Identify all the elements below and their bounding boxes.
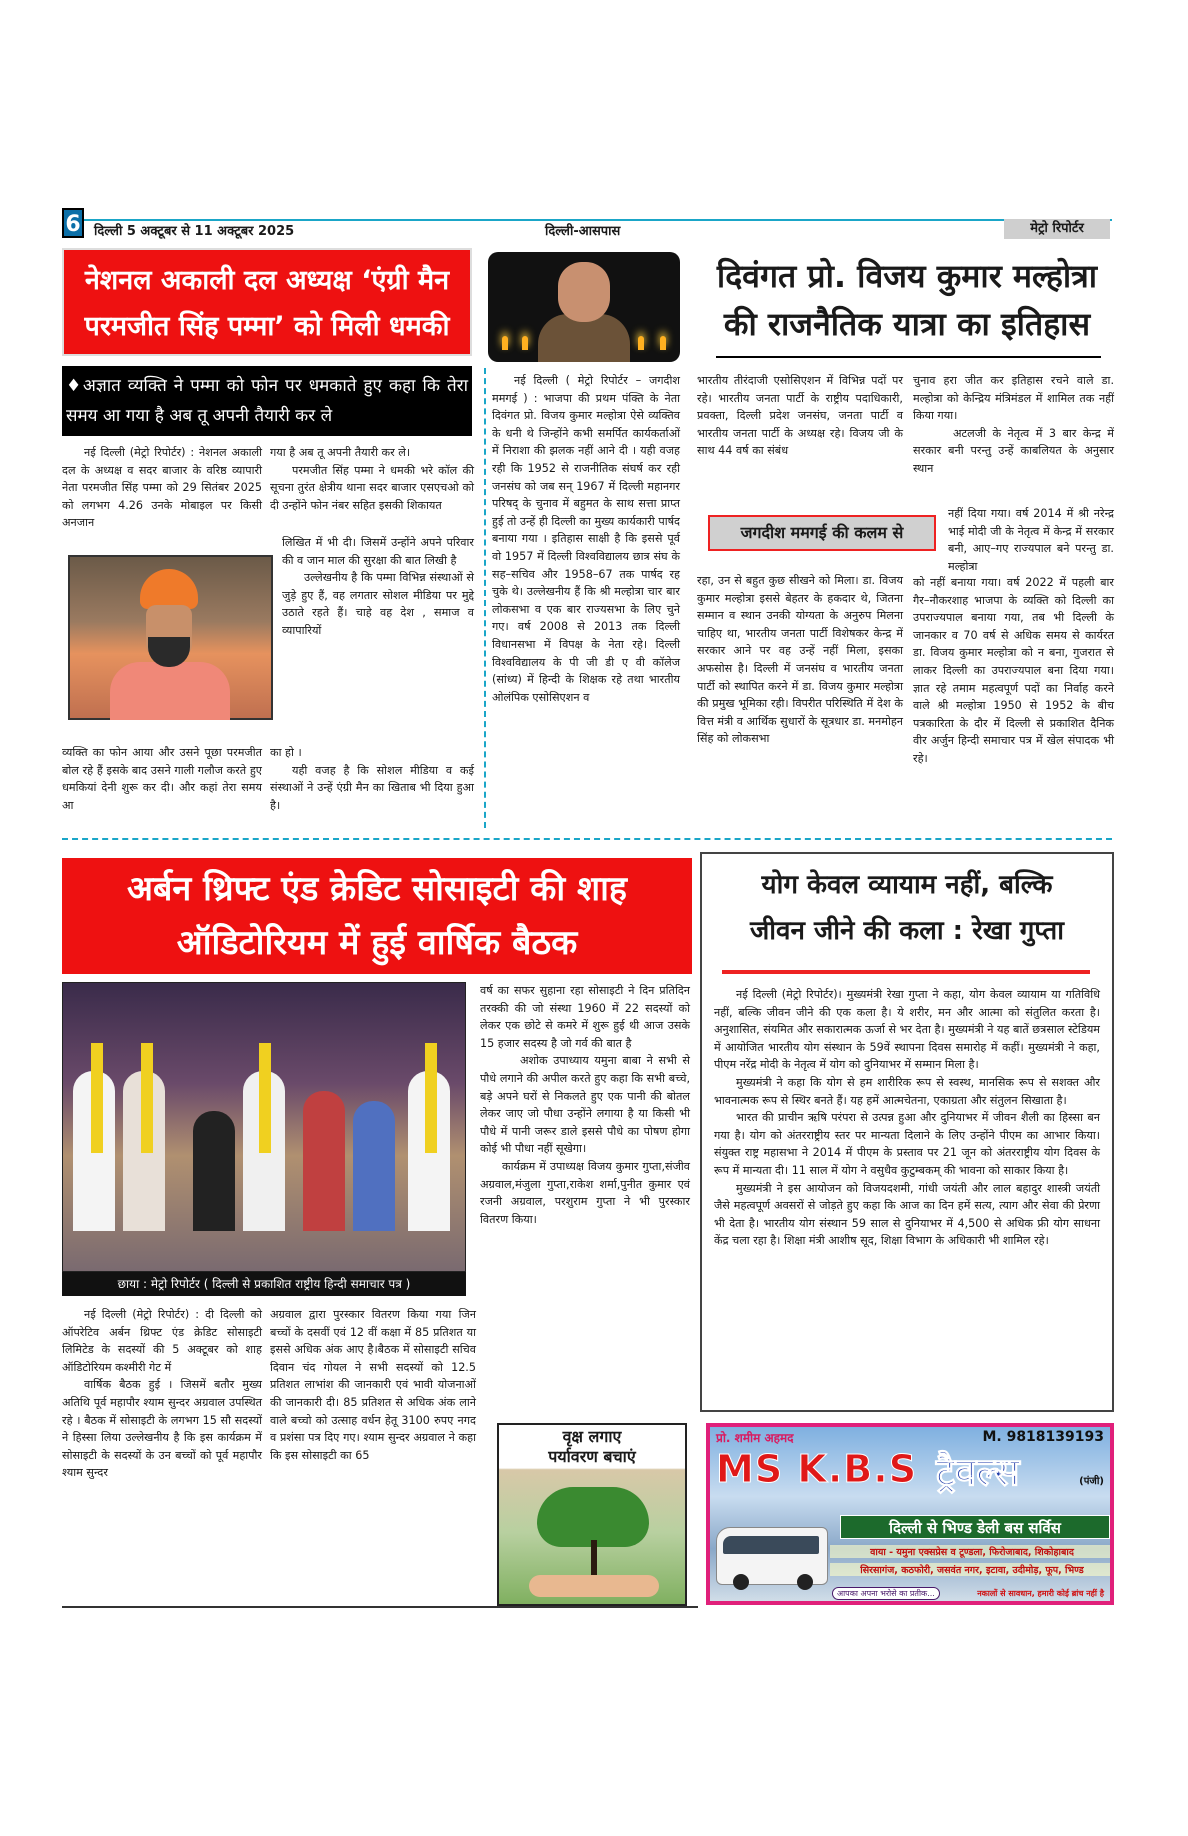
save-environment-graphic: वृक्ष लगाए पर्यावरण बचाएं xyxy=(497,1423,687,1606)
story3-col1: नई दिल्ली (मेट्रो रिपोर्टर) : दी दिल्ली को ऑपरेटिव अर्बन थ्रिफ्ट एंड क्रेडिट सोसाइटी लिमिटेड के सदस्यों की 5 अक्टूबर को शाह ऑडिटोरियम कश्मीरी गेट में वार्षिक बैठक हुई । जिसमें बतौर मुख्य अतिथि पूर्व महापौर श्याम सुन्दर अग्रवाल उपस्थित रहे । बैठक में सोसाइटी के लगभग 15 सौ सदस्यों ने हिस्सा लिया उल्लेखनीय है कि इस कार्यक्रम में सोसाइटी के सदस्यों के उन बच्चों को पूर्व महापौर श्याम सुन्दर xyxy=(62,1308,262,1480)
ad-warning: नकालों से सावधान, हमारी कोई ब्रांच नहीं है xyxy=(977,1589,1104,1598)
travels-advertisement xyxy=(706,1423,1114,1605)
story1-col1-top: नई दिल्ली (मेट्रो रिपोर्टर) : नेशनल अकाली दल के अध्यक्ष व सदर बाजार के वरिष्ठ व्यापारी नेता परमजीत सिंह पम्मा को 29 सितंबर 2025 को लगभग 4.26 उनके मोबाइल पर किसी अनजान xyxy=(62,446,262,530)
bottom-rule xyxy=(62,1606,698,1608)
story1-subhead: ♦अज्ञात व्यक्ति ने पम्मा को फोन पर धमकाते हुए कहा कि तेरा समय आ गया है अब तू अपनी तैयारी कर ले xyxy=(62,366,472,436)
bus-icon xyxy=(716,1527,828,1585)
story4-body: नई दिल्ली (मेट्रो रिपोर्टर)। मुख्यमंत्री रेखा गुप्ता ने कहा, योग केवल व्यायाम या गतिविधि नहीं, बल्कि जीवन जीने की एक कला है। ये शरीर, मन और आत्मा को संतुलित करता है। अनुशासित, संयमित और सकारात्मक ऊर्जा से भर देता है। मुख्यमंत्री ने यह बातें छत्रसाल स्टेडियम में आयोजित भारतीय योग संस्थान के 59वें स्थापना दिवस समारोह में कहीं। मुख्यमंत्री ने कहा, पीएम नरेंद्र मोदी के नेतृत्व में योग को दुनियाभर में सम्मान मिला है। मुख्यमंत्री ने कहा कि योग से हम शारीरिक रूप से स्वस्थ, मानसिक रूप से सशक्त और भावनात्मक रूप से स्थिर बनते हैं। यह हमें आत्मचेतना, एकाग्रता और संतुलन सिखाता है। भारत की प्राचीन ऋषि परंपरा से उत्पन्न हुआ और दुनियाभर में जीवन शैली का हिस्सा बन गया है। योग को अंतरराष्ट्रीय स्तर पर मान्यता दिलाने के लिए उन्होंने पीएम का आभार किया। संयुक्त राष्ट्र महासभा ने 2014 में पीएम के प्रस्ताव पर 21 जून को अंतरराष्ट्रीय योग दिवस के रूप में मान्यता दी। 11 साल में योग ने वसुधैव कुटुम्बकम् की भावना को साकार किया है। मुख्यमंत्री ने इस आयोजन को विजयदशमी, गांधी जयंती और लाल बहादुर शास्त्री जयंती जैसे महत्वपूर्ण अवसरों से जोड़ते हुए कहा कि आज का दिन हमें सत्य, त्याग और सेवा की प्रेरणा भी देता है। भारतीय योग संस्थान 59 साल से दुनियाभर में 4,500 से अधिक फ्री योग साधना केंद्र चला रहा है। शिक्षा मंत्री आशीष सूद, शिक्षा विभाग के अधिकारी भी शामिल रहे। xyxy=(714,988,1100,1248)
story1-headline: नेशनल अकाली दल अध्यक्ष ‘एंग्री मैन परमजीत सिंह पम्मा’ को मिली धमकी xyxy=(62,248,472,356)
ad-route-2: सिरसागंज, कठफोरी, जसवंत नगर, इटावा, उदीमोड़, फूप, भिण्ड xyxy=(830,1563,1114,1576)
paramjit-pamma-photo xyxy=(68,555,273,720)
author-byline: जगदीश ममगई की कलम से xyxy=(708,515,936,551)
tree-icon xyxy=(537,1487,649,1547)
story4-headline: योग केवल व्यायाम नहीं, बल्कि जीवन जीने की कला : रेखा गुप्ता xyxy=(750,870,1064,946)
photo-caption: छाया : मेट्रो रिपोर्टर ( दिल्ली से प्रकाशित राष्ट्रीय हिन्दी समाचार पत्र ) xyxy=(62,1272,466,1296)
column-divider xyxy=(484,368,486,828)
headline-underline xyxy=(722,970,1090,974)
section-divider xyxy=(62,838,1112,840)
section-name: दिल्ली-आसपास xyxy=(545,224,621,239)
story2-col2-top: भारतीय तीरंदाजी एसोसिएशन में विभिन्न पदों पर रहे। भारतीय जनता पार्टी के राष्ट्रीय पदाधिकारी, प्रवक्ता, दिल्ली प्रदेश जनसंघ, जनता पार्टी व भारतीय जनता पार्टी के अध्यक्ष रहे। विजय जी के साथ 44 वर्ष का संबंध xyxy=(697,374,903,458)
story2-col1: नई दिल्ली ( मेट्रो रिपोर्टर – जगदीश ममगई ) : भाजपा की प्रथम पंक्ति के नेता दिवंगत प्रो. विजय कुमार मल्होत्रा ऐसे व्यक्तिव के धनी थे जिन्होंने कभी समर्पित कार्यकर्ताओं में निराशा की झलक नहीं आने दी । यही वजह रही कि 1952 से राजनीतिक संघर्ष कर रही जनसंघ को जब सन् 1967 में दिल्ली महानगर परिषद् के चुनाव में बहुमत के साथ सत्ता प्राप्त हुई तो उन्हें ही दिल्ली का मुख्य कार्यकारी पार्षद बनाया गया । इतिहास साक्षी है कि इससे पूर्व वो 1957 में दिल्ली विश्वविद्यालय छात्र संघ के सह–सचिव और 1958–67 तक पार्षद रह चुके थे। उल्लेखनीय हैं कि श्री मल्होत्रा चार बार लोकसभा व एक बार राज्यसभा के लिए चुने गए। वर्ष 2008 से 2013 तक दिल्ली विधानसभा में विपक्ष के नेता रहे। दिल्ली विश्वविद्यालय के पी जी डी ए वी कॉलेज (सांध्य) में हिन्दी के शिक्षक रहे तथा भारतीय ओलंपिक एसोसिएशन व xyxy=(492,374,680,704)
story2-col2-bottom: रहा, उन से बहुत कुछ सीखने को मिला। डा. विजय कुमार मल्होत्रा इससे बेहतर के हकदार थे, जितना सम्मान व स्थान उनकी योग्यता के अनुरुप मिलना चाहिए था, भारतीय जनता पार्टी विशेषकर केन्द्र में सरकार आने पर वह उन्हें नहीं मिला, इसका अफसोस है। दिल्ली में जनसंघ व भारतीय जनता पार्टी को स्थापित करने में डा. विजय कुमार मल्होत्रा की प्रमुख भूमिका रही। विपरीत परिस्थिति में देश के वित्त मंत्री व आर्थिक सुधारों के सूत्रधार डा. मनमोहन सिंह को लोकसभा xyxy=(697,574,903,746)
story1-col2-end: का हो । यही वजह है कि सोशल मीडिया व कई संस्थाओं ने उन्हें एंग्री मैन का खिताब भी दिया हुआ है। xyxy=(270,746,474,812)
ad-registered: (पंजी) xyxy=(1079,1476,1104,1487)
ad-brand-latin: MS K.B.S xyxy=(716,1447,918,1491)
story3-col2: अग्रवाल द्वारा पुरस्कार वितरण किया गया जिन बच्चों के दसवीं एवं 12 वीं कक्षा में 85 प्रतिशत या इससे अधिक अंक आए है।बैठक में सोसाइटी सचिव दिवान चंद गोयल ने सभी सदस्यों को 12.5 प्रतिशत लाभांश की जानकारी एवं भावी योजनाओं की जानकारी दी। 85 प्रतिशत से अधिक अंक लाने वाले बच्चो को उत्साह वर्धन हेतू 3100 रुपए नगद व प्रशंसा पत्र दिए गए। श्याम सुन्दर अग्रवाल ने कहा कि इस सोसाइटी का 65 xyxy=(270,1308,476,1462)
headline-underline xyxy=(716,356,1101,358)
ad-route-1: वाया - यमुना एक्सप्रेस व टूण्डला, फिरोजाबाद, शिकोहाबाद xyxy=(830,1545,1114,1558)
page-number: 6 xyxy=(62,208,84,238)
story3-col3: वर्ष का सफर सुहाना रहा सोसाइटी ने दिन प्रतिदिन तरक्की की जो संस्था 1960 में 22 सदस्यों को लेकर एक छोटे से कमरे में शुरू हुई थी आज उसके 15 हजार सदस्य है जो गर्व की बात है अशोक उपाध्याय यमुना बाबा ने सभी से पौधे लगाने की अपील करते हुए कहा कि सभी बच्चे, बड़े अपने घरों से निकलते हुए एक पानी की बोतल लेकर जाए जो पौधा उन्होंने लगाया है या किसी भी पौधे में पानी जरूर डाले इससे पौधे का पोषण होगा कोई भी पौधा नहीं सूखेगा। कार्यक्रम में उपाध्यक्ष विजय कुमार गुप्ता,संजीव अग्रवाल,मंजुला गुप्ता,राकेश शर्मा,पुनीत कुमार एवं रजनी अग्रवाल, परशुराम गुप्ता ने भी पुरस्कार वितरण किया। xyxy=(480,984,690,1226)
vijay-malhotra-photo xyxy=(488,252,680,362)
story1-col2-wrap: लिखित में भी दी। जिसमें उन्होंने अपने परिवार की व जान माल की सुरक्षा की बात लिखी है उल्लेखनीय है कि पम्मा विभिन्न संस्थाओं से जुड़े हुए हैं, वह लगतार सोशल मीडिया पर मुद्दे उठाते रहते हैं। चाहे वह देश , समाज व व्यापारियों xyxy=(282,536,474,637)
story1-col1-bottom: व्यक्ति का फोन आया और उसने पूछा परमजीत बोल रहे हैं इसके बाद उसने गाली गलौज करते हुए धमकियां देनी शुरू कर दी। और कहां तेरा समय आ xyxy=(62,746,262,812)
story1-col2-top: गया है अब तू अपनी तैयारी कर ले। परमजीत सिंह पम्मा ने धमकी भरे कॉल की सूचना तुरंत क्षेत्रीय थाना सदर बाजार एसएचओ को दी उन्होंने फोन नंबर सहित इसकी शिकायत xyxy=(270,446,474,512)
story2-col3-bottom: को नहीं बनाया गया। वर्ष 2022 में पहली बार गैर–नौकरशाह भाजपा के व्यक्ति को दिल्ली का उपराज्यपाल बनाया गया, तब भी दिल्ली के जानकार व 70 वर्ष से अधिक समय से कार्यरत डा. विजय कुमार मल्होत्रा को न बना, गुजरात से लाकर दिल्ली का उपराज्यपाल बना दिया गया। ज्ञात रहे तमाम महत्वपूर्ण पदों का निर्वाह करने वाले श्री मल्होत्रा 1950 से 1952 के बीच पत्रकारिता के दौर में दिल्ली से प्रकाशित दैनिक वीर अर्जुन हिन्दी समाचार पत्र में खेल संपादक भी रहे। xyxy=(913,576,1114,765)
ad-brand-hindi: ट्रैवल्स xyxy=(936,1450,1020,1494)
hands-icon xyxy=(529,1575,659,1597)
society-meeting-photo xyxy=(62,982,466,1272)
story2-col3-top: चुनाव हरा जीत कर इतिहास रचने वाले डा. मल्होत्रा को केन्द्रिय मंत्रिमंडल में शामिल तक नहीं किया गया। अटलजी के नेतृत्व में 3 बार केन्द्र में सरकार बनी परन्तु उन्हें काबलियत के अनुसार स्थान xyxy=(913,374,1114,475)
newspaper-brand: मेट्रो रिपोर्टर xyxy=(1004,219,1110,239)
ad-owner: प्रो. शमीम अहमद xyxy=(716,1431,794,1445)
issue-date: दिल्ली 5 अक्टूबर से 11 अक्टूबर 2025 xyxy=(94,224,295,239)
story3-headline: अर्बन थ्रिफ्ट एंड क्रेडिट सोसाइटी की शाह ऑडिटोरियम में हुई वार्षिक बैठक xyxy=(62,858,692,974)
ad-tagline: आपका अपना भरोसे का प्रतीक... xyxy=(832,1587,940,1600)
ad-service: दिल्ली से भिण्ड डेली बस सर्विस xyxy=(840,1515,1110,1539)
ad-phone: M. 9818139193 xyxy=(982,1429,1104,1445)
story2-headline: दिवंगत प्रो. विजय कुमार मल्होत्रा की राजनैतिक यात्रा का इतिहास xyxy=(716,257,1098,343)
story2-col3-wrap: नहीं दिया गया। वर्ष 2014 में श्री नरेन्द्र भाई मोदी जी के नेतृत्व में केन्द्र में सरकार बनी, आए–गए राज्यपाल बने परन्तु डा. मल्होत्रा xyxy=(948,507,1114,573)
